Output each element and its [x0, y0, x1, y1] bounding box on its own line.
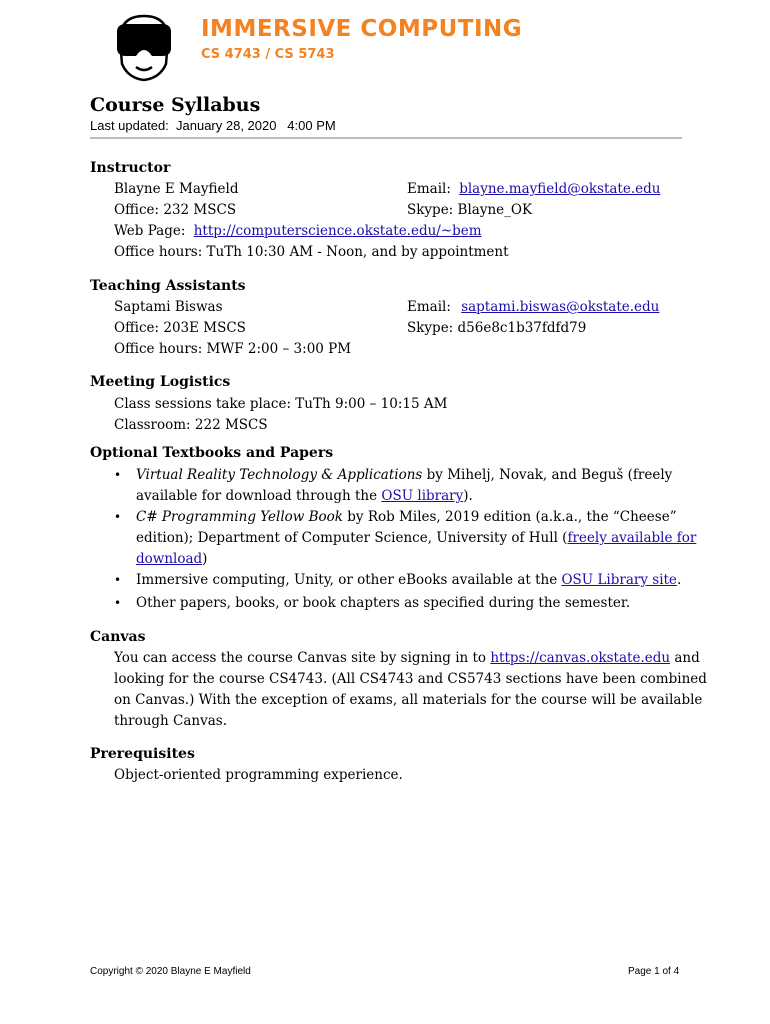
footer-page-number: Page 1 of 4 [628, 966, 680, 977]
ta-skype: Skype: d56e8c1b37fdfd79 [407, 320, 587, 336]
class-sessions: Class sessions take place: TuTh 9:00 – 10:15 AM [114, 396, 448, 412]
textbook-2-line-2 [136, 530, 696, 546]
osu-library-link[interactable]: OSU library [381, 488, 464, 504]
ta-office: Office: 203E MSCS [114, 320, 246, 336]
textbook-1-authors: by Mihelj, Novak, and Beguš (freely [422, 467, 673, 483]
textbook-2-text: edition); Department of Computer Science, University of Hull ( [136, 530, 568, 546]
textbooks-heading: Optional Textbooks and Papers [90, 445, 334, 461]
bullet-3: • [114, 573, 122, 587]
textbook-2-authors: by Rob Miles, 2019 edition (a.k.a., the “Cheese” [342, 509, 677, 525]
instructor-office-hours: Office hours: TuTh 10:30 AM - Noon, and by appointment [114, 244, 509, 260]
footer-copyright: Copyright © 2020 Blayne E Mayfield [90, 966, 251, 977]
instructor-email-row [407, 181, 660, 197]
logistics-heading: Meeting Logistics [90, 374, 231, 390]
prereq-heading: Prerequisites [90, 746, 195, 762]
header-divider [90, 137, 682, 139]
prereq-text: Object-oriented programming experience. [114, 767, 403, 783]
instructor-name: Blayne E Mayfield [114, 181, 239, 197]
instructor-web-label: Web Page: [114, 223, 186, 239]
canvas-line-2: looking for the course CS4743. (All CS4743 and CS5743 sections have been combined [114, 671, 707, 687]
yellow-book-download-link-cont[interactable]: download [136, 551, 203, 567]
textbook-2-title: C# Programming Yellow Book [136, 509, 343, 525]
textbook-3-end: . [676, 572, 682, 588]
textbook-1-line-2 [136, 488, 473, 504]
textbook-2-line-3 [136, 551, 207, 567]
page-title: Course Syllabus [90, 94, 261, 116]
textbook-1-end: ). [463, 488, 473, 504]
textbook-1-title: Virtual Reality Technology & Applications [136, 467, 423, 483]
ta-office-hours: Office hours: MWF 2:00 – 3:00 PM [114, 341, 352, 357]
brand-title: IMMERSIVE COMPUTING [201, 16, 523, 42]
canvas-line-1 [114, 650, 700, 666]
last-updated: Last updated: January 28, 2020 4:00 PM [90, 118, 336, 133]
ta-heading: Teaching Assistants [90, 278, 246, 294]
canvas-text-1: You can access the course Canvas site by signing in to [114, 650, 491, 666]
textbook-2-line-1 [136, 509, 677, 525]
textbook-2-end: ) [202, 551, 208, 567]
instructor-web-row [114, 223, 482, 239]
ta-email-label: Email: [407, 299, 451, 315]
brand-subtitle: CS 4743 / CS 5743 [201, 47, 335, 62]
bullet-2: • [114, 510, 122, 524]
canvas-line-3: on Canvas.) With the exception of exams, all materials for the course will be available [114, 692, 703, 708]
osu-library-site-link[interactable]: OSU Library site [561, 572, 677, 588]
textbook-3-text: Immersive computing, Unity, or other eBooks available at the [136, 572, 562, 588]
vr-headset-person-icon [114, 12, 174, 82]
canvas-link[interactable]: https://canvas.okstate.edu [490, 650, 671, 666]
textbook-1-line-1 [136, 467, 672, 483]
canvas-text-1b: and [670, 650, 700, 666]
ta-name: Saptami Biswas [114, 299, 223, 315]
instructor-web-link[interactable]: http://computerscience.okstate.edu/~bem [193, 223, 482, 239]
instructor-skype: Skype: Blayne_OK [407, 202, 533, 218]
instructor-heading: Instructor [90, 160, 171, 176]
textbook-3-line [136, 572, 681, 588]
ta-email-link[interactable]: saptami.biswas@okstate.edu [461, 299, 660, 315]
canvas-heading: Canvas [90, 629, 146, 645]
canvas-line-4: through Canvas. [114, 713, 227, 729]
ta-email-row [407, 299, 659, 315]
classroom: Classroom: 222 MSCS [114, 417, 268, 433]
instructor-email-link[interactable]: blayne.mayfield@okstate.edu [459, 181, 661, 197]
textbook-1-text: available for download through the [136, 488, 382, 504]
instructor-office: Office: 232 MSCS [114, 202, 237, 218]
instructor-email-label: Email: [407, 181, 451, 197]
bullet-1: • [114, 468, 122, 482]
textbook-4-line: Other papers, books, or book chapters as specified during the semester. [136, 595, 631, 611]
yellow-book-download-link[interactable]: freely available for [567, 530, 697, 546]
bullet-4: • [114, 596, 122, 610]
